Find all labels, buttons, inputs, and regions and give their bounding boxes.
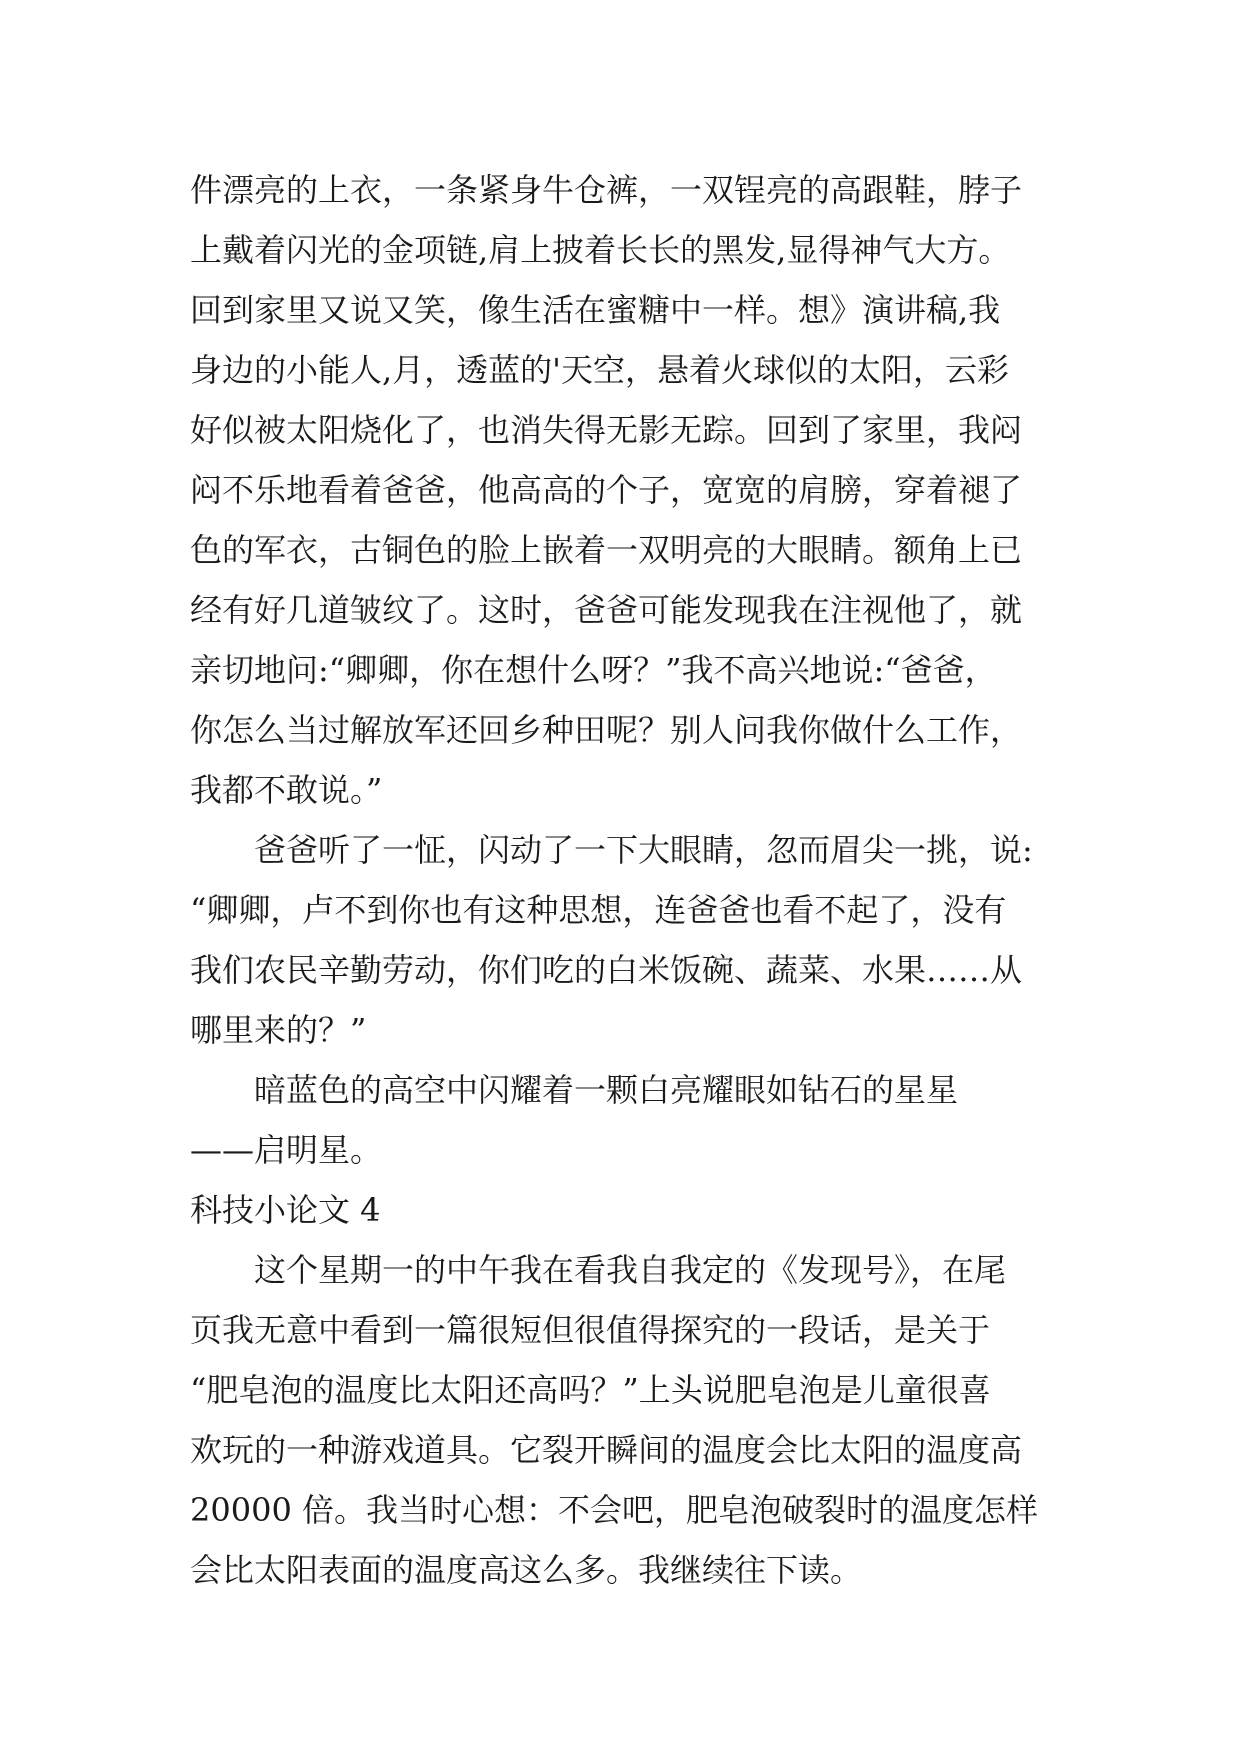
text-line: 回到家里又说又笑，像生活在蜜糖中一样。想》演讲稿,我 [190, 291, 1001, 329]
text-line: 哪里来的？” [190, 1011, 367, 1049]
text-line: 我们农民辛勤劳动，你们吃的白米饭碗、蔬菜、水果……从 [190, 951, 1023, 989]
text-line: 件漂亮的上衣，一条紧身牛仓裤，一双锃亮的高跟鞋，脖子 [190, 171, 1023, 209]
text-line: 上戴着闪光的金项链,肩上披着长长的黑发,显得神气大方。 [190, 231, 1011, 269]
paragraph-start-line: 这个星期一的中午我在看我自我定的《发现号》，在尾 [190, 1251, 1007, 1289]
text-line: 页我无意中看到一篇很短但很值得探究的一段话，是关于 [190, 1311, 991, 1349]
text-line: 身边的小能人,月，透蓝的'天空，悬着火球似的太阳，云彩 [190, 351, 1009, 389]
text-line: 会比太阳表面的温度高这么多。我继续往下读。 [190, 1551, 863, 1589]
text-line: 欢玩的一种游戏道具。它裂开瞬间的温度会比太阳的温度高 [190, 1431, 1023, 1469]
text-line: 经有好几道皱纹了。这时，爸爸可能发现我在注视他了，就 [190, 591, 1023, 629]
text-line: 亲切地问:“卿卿，你在想什么呀？”我不高兴地说:“爸爸， [190, 651, 997, 689]
text-line: 我都不敢说。” [190, 771, 383, 809]
text-line: 闷不乐地看着爸爸，他高高的个子，宽宽的肩膀，穿着褪了 [190, 471, 1023, 509]
text-line: “卿卿，卢不到你也有这种思想，连爸爸也看不起了，没有 [190, 891, 1007, 929]
text-line: 你怎么当过解放军还回乡种田呢？别人问我你做什么工作， [190, 711, 1023, 749]
text-line: 色的军衣，古铜色的脸上嵌着一双明亮的大眼睛。额角上已 [190, 531, 1023, 569]
paragraph-start-line: 暗蓝色的高空中闪耀着一颗白亮耀眼如钻石的星星 [190, 1071, 959, 1109]
text-line: 20000 倍。我当时心想：不会吧，肥皂泡破裂时的温度怎样 [190, 1491, 1038, 1529]
section-heading: 科技小论文 4 [190, 1191, 381, 1229]
text-line: ——启明星。 [190, 1131, 383, 1169]
text-line: 好似被太阳烧化了，也消失得无影无踪。回到了家里，我闷 [190, 411, 1023, 449]
paragraph-start-line: 爸爸听了一怔，闪动了一下大眼睛，忽而眉尖一挑，说: [190, 831, 1033, 869]
document-body [190, 160, 1070, 1600]
text-line: “肥皂泡的温度比太阳还高吗？”上头说肥皂泡是儿童很喜 [190, 1371, 991, 1409]
